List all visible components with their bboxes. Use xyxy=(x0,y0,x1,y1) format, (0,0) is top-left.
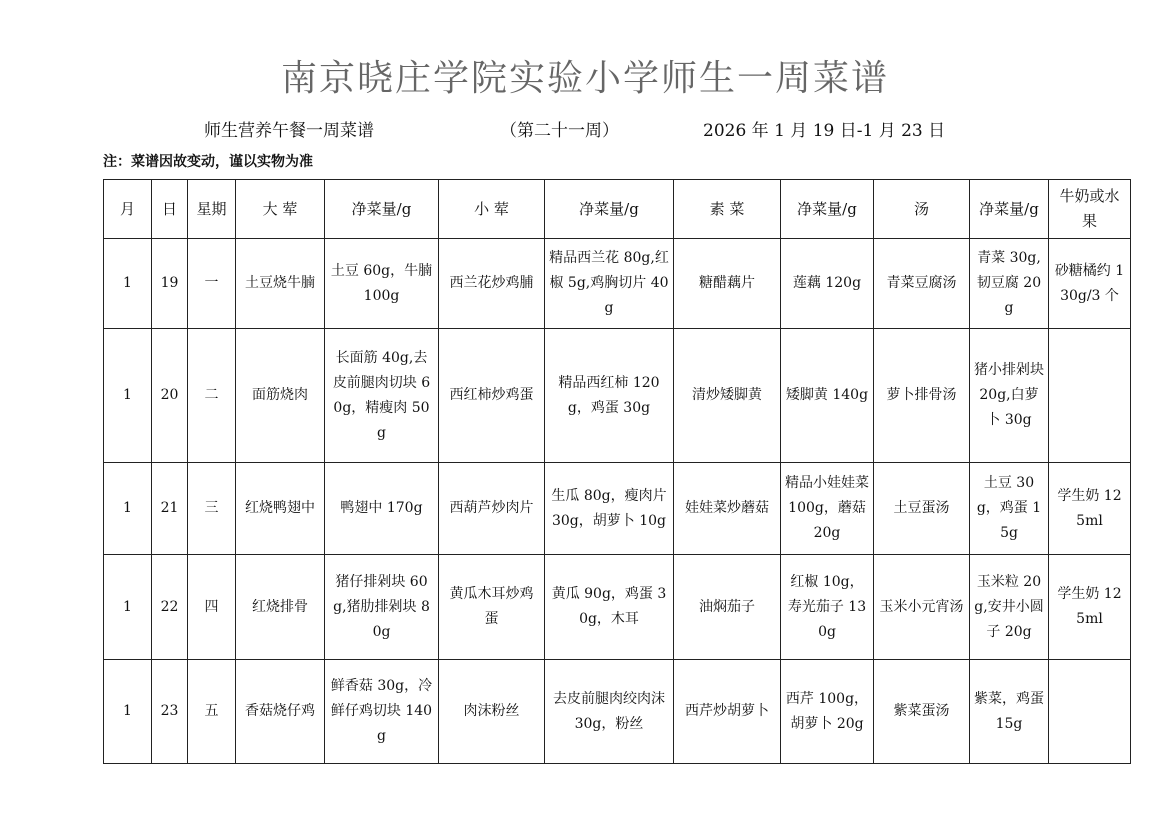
cell-month: 1 xyxy=(104,463,152,555)
cell-vegetable: 油焖茄子 xyxy=(674,555,781,660)
cell-main-meat: 土豆烧牛腩 xyxy=(236,239,325,329)
cell-side-meat-weight: 黄瓜 90g，鸡蛋 30g，木耳 xyxy=(545,555,674,660)
cell-day: 20 xyxy=(152,329,188,463)
cell-main-meat-weight: 猪仔排剁块 60g,猪肋排剁块 80g xyxy=(325,555,439,660)
cell-soup-weight: 玉米粒 20g,安井小圆子 20g xyxy=(970,555,1049,660)
cell-milk-fruit xyxy=(1049,660,1131,764)
table-row xyxy=(104,555,1131,660)
header-vegetable: 素 菜 xyxy=(674,180,781,239)
cell-side-meat: 肉沫粉丝 xyxy=(439,660,545,764)
page-title: 南京晓庄学院实验小学师生一周菜谱 xyxy=(280,58,889,99)
cell-main-meat: 红烧排骨 xyxy=(236,555,325,660)
cell-main-meat-weight: 土豆 60g，牛腩 100g xyxy=(325,239,439,329)
table-header-row xyxy=(104,180,1131,239)
header-day: 日 xyxy=(152,180,188,239)
table-row xyxy=(104,660,1131,764)
header-vegetable-weight: 净菜量/g xyxy=(781,180,874,239)
cell-soup: 青菜豆腐汤 xyxy=(874,239,970,329)
cell-month: 1 xyxy=(104,329,152,463)
header-main-meat-weight: 净菜量/g xyxy=(325,180,439,239)
cell-soup-weight: 土豆 30g，鸡蛋 15g xyxy=(970,463,1049,555)
cell-main-meat: 红烧鸭翅中 xyxy=(236,463,325,555)
cell-milk-fruit xyxy=(1049,329,1131,463)
header-main-meat: 大 荤 xyxy=(236,180,325,239)
table-row xyxy=(104,329,1131,463)
cell-soup: 玉米小元宵汤 xyxy=(874,555,970,660)
cell-month: 1 xyxy=(104,239,152,329)
cell-day: 19 xyxy=(152,239,188,329)
cell-soup-weight: 青菜 30g,韧豆腐 20g xyxy=(970,239,1049,329)
header-side-meat: 小 荤 xyxy=(439,180,545,239)
cell-side-meat-weight: 生瓜 80g，瘦肉片 30g，胡萝卜 10g xyxy=(545,463,674,555)
cell-vegetable: 西芹炒胡萝卜 xyxy=(674,660,781,764)
weekly-menu-table xyxy=(103,179,1131,764)
header-milk-fruit: 牛奶或水果 xyxy=(1049,180,1131,239)
cell-milk-fruit: 学生奶 125ml xyxy=(1049,463,1131,555)
cell-soup: 萝卜排骨汤 xyxy=(874,329,970,463)
cell-month: 1 xyxy=(104,555,152,660)
cell-weekday: 四 xyxy=(188,555,236,660)
cell-day: 21 xyxy=(152,463,188,555)
cell-soup: 土豆蛋汤 xyxy=(874,463,970,555)
cell-side-meat-weight: 去皮前腿肉绞肉沫 30g，粉丝 xyxy=(545,660,674,764)
cell-vegetable: 娃娃菜炒蘑菇 xyxy=(674,463,781,555)
cell-weekday: 三 xyxy=(188,463,236,555)
menu-note: 注：菜谱因故变动，谨以实物为准 xyxy=(103,154,313,170)
header-side-meat-weight: 净菜量/g xyxy=(545,180,674,239)
cell-side-meat-weight: 精品西红柿 120g，鸡蛋 30g xyxy=(545,329,674,463)
cell-side-meat-weight: 精品西兰花 80g,红椒 5g,鸡胸切片 40g xyxy=(545,239,674,329)
cell-side-meat: 西红柿炒鸡蛋 xyxy=(439,329,545,463)
cell-soup-weight: 紫菜，鸡蛋 15g xyxy=(970,660,1049,764)
cell-main-meat-weight: 长面筋 40g,去皮前腿肉切块 60g，精瘦肉 50g xyxy=(325,329,439,463)
header-soup-weight: 净菜量/g xyxy=(970,180,1049,239)
subtitle-date-range: 2026 年 1 月 19 日-1 月 23 日 xyxy=(703,121,946,141)
table-row xyxy=(104,239,1131,329)
cell-vegetable-weight: 精品小娃娃菜 100g，蘑菇 20g xyxy=(781,463,874,555)
cell-weekday: 五 xyxy=(188,660,236,764)
cell-side-meat: 黄瓜木耳炒鸡蛋 xyxy=(439,555,545,660)
cell-vegetable: 糖醋藕片 xyxy=(674,239,781,329)
cell-vegetable: 清炒矮脚黄 xyxy=(674,329,781,463)
cell-soup: 紫菜蛋汤 xyxy=(874,660,970,764)
cell-main-meat-weight: 鲜香菇 30g，冷鲜仔鸡切块 140g xyxy=(325,660,439,764)
cell-soup-weight: 猪小排剁块 20g,白萝卜 30g xyxy=(970,329,1049,463)
cell-main-meat-weight: 鸭翅中 170g xyxy=(325,463,439,555)
header-weekday: 星期 xyxy=(188,180,236,239)
header-month: 月 xyxy=(104,180,152,239)
cell-vegetable-weight: 矮脚黄 140g xyxy=(781,329,874,463)
subtitle-menu-name: 师生营养午餐一周菜谱 xyxy=(204,121,374,141)
cell-vegetable-weight: 红椒 10g，寿光茄子 130g xyxy=(781,555,874,660)
cell-month: 1 xyxy=(104,660,152,764)
cell-weekday: 一 xyxy=(188,239,236,329)
cell-main-meat: 香菇烧仔鸡 xyxy=(236,660,325,764)
subtitle-week: （第二十一周） xyxy=(500,121,619,141)
cell-day: 22 xyxy=(152,555,188,660)
cell-vegetable-weight: 莲藕 120g xyxy=(781,239,874,329)
cell-side-meat: 西兰花炒鸡脯 xyxy=(439,239,545,329)
cell-milk-fruit: 学生奶 125ml xyxy=(1049,555,1131,660)
header-soup: 汤 xyxy=(874,180,970,239)
cell-side-meat: 西葫芦炒肉片 xyxy=(439,463,545,555)
cell-milk-fruit: 砂糖橘约 130g/3 个 xyxy=(1049,239,1131,329)
cell-day: 23 xyxy=(152,660,188,764)
table-row xyxy=(104,463,1131,555)
cell-main-meat: 面筋烧肉 xyxy=(236,329,325,463)
cell-vegetable-weight: 西芹 100g，胡萝卜 20g xyxy=(781,660,874,764)
cell-weekday: 二 xyxy=(188,329,236,463)
